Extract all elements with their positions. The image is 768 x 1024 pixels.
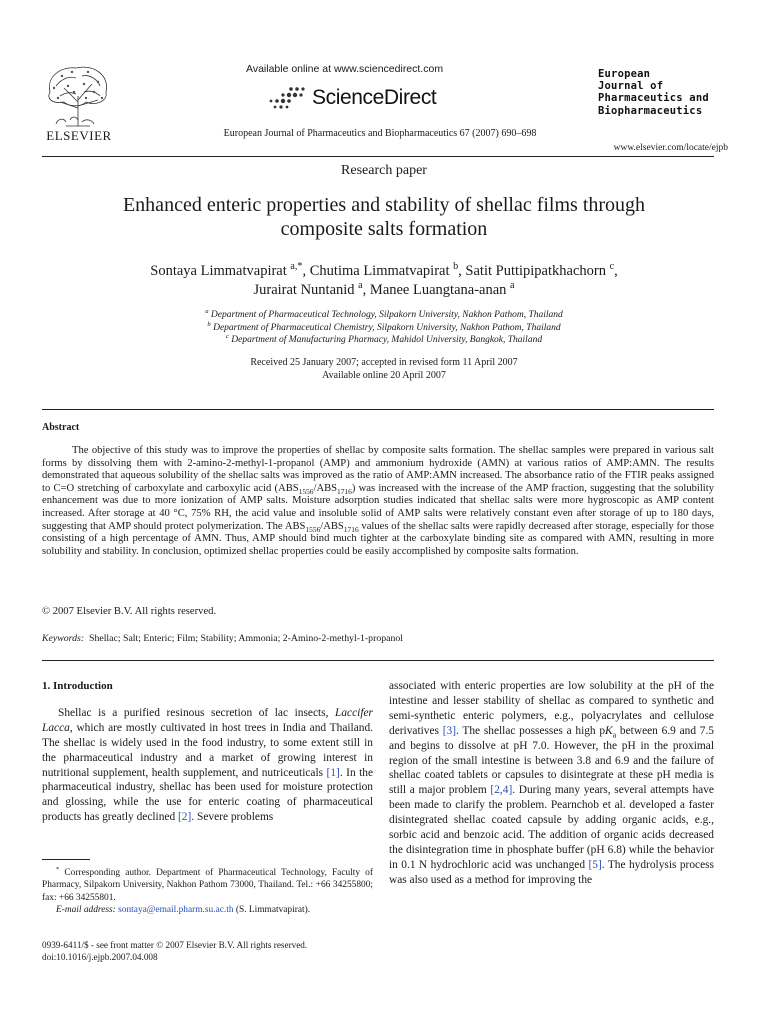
body-top-rule: [42, 660, 714, 661]
article-dates: [60, 357, 708, 382]
corresponding-author-footnote: * Corresponding author. Department of Pharmaceutical Technology, Faculty of Pharmacy, Silpakorn University, Nakhon Pathom 73000, Thailand. Tel.: +66 34255800; fax: +66 34255801. E-mail address: sontaya@email.pharm.su.ac.th (S. Limmatvapirat).: [42, 865, 373, 916]
footnote-rule: [42, 859, 90, 860]
journal-url[interactable]: www.elsevier.com/locate/ejpb: [613, 143, 728, 153]
reference-link[interactable]: [2]: [178, 811, 192, 824]
intro-paragraph: Shellac is a purified resinous secretion of lac insects, Laccifer Lacca, which are mostly cultivated in host trees in India and Thailand. The shellac is widely used in the food industry, to some extent still in the pharmaceutical industry and a market of growing interest in nutritional supplement, health supplement, and nutriceuticals [1]. In the pharmaceutical industry, shellac has been used for moisture protection and glossing, while the use for enteric coating of pharmaceutical products has greatly declined [2]. Severe problems: [42, 706, 374, 824]
left-column: [42, 679, 373, 825]
doi-line: doi:10.1016/j.ejpb.2007.04.008: [42, 952, 158, 963]
received-date: Received 25 January 2007; accepted in revised form 11 April 2007: [250, 357, 518, 368]
available-date: Available online 20 April 2007: [322, 369, 446, 381]
author-list: Sontaya Limmatvapirat $^{a,*}$, Chutima Limmatvapirat $^b$, Satit Puttipipatkhachorn $^c$, Jurairat Nuntanid $^a$, Manee Luangtana-anan $^a$: [150, 261, 618, 298]
elsevier-tree-logo: [42, 62, 114, 128]
abstract-text: The objective of this study was to improve the properties of shellac by composite salts formation. The shellac samples were prepared in various salt forms by dissolving them with 2-amino-2-methyl-1-propanol (AMP) and ammonium hydroxide (AMN) at various ratios of AMP:AMN. The results demonstrated that aqueous solubility of the shellac salts was improved as the ratio of AMP:AMN increased. The absorbance ratio of the FTIR peaks assigned to C=O stretching of carboxylate and carboxylic acid $(ABS_{1556}/ABS_{1716})$ was increased with the increase of the AMP fraction, suggesting that the solubility enhancement was due to more ionization of AMP salts. Moisture adsorption studies indicated that shellac salts were more hygroscopic as AMP content increased. After storage at 40 °C, 75% RH, the acid value and insoluble solid of AMP salts were relatively constant even after storage of up to 180 days, suggesting that AMP should protect polymerization. The $ABS_{1556}/ABS_{1716}$ values of the shellac salts were rapidly decreased after storage, especially for those consisting of a high percentage of AMN. Thus, AMP should bind much tighter at the carboxylate binding site as compared with AMN, resulting in more solubility and stability. In conclusion, optimized shellac properties could be easily accomplished by composite salts formation.: [42, 445, 714, 557]
affiliation: $^c$ Department of Manufacturing Pharmacy, Mahidol University, Bangkok, Thailand: [225, 333, 543, 346]
abstract-top-rule: [42, 409, 714, 410]
issn-doi: [42, 939, 307, 963]
journal-logo-line: Journal of: [598, 80, 664, 93]
reference-link[interactable]: [3]: [442, 724, 457, 737]
header-rule: [42, 156, 714, 157]
author-affil-mark: b: [453, 261, 459, 273]
paper-type: Research paper: [341, 163, 427, 178]
right-column: [389, 679, 714, 888]
abstract-copyright: © 2007 Elsevier B.V. All rights reserved.: [42, 606, 217, 617]
journal-logo: [598, 68, 728, 117]
sciencedirect-dots-icon: [265, 85, 309, 113]
reference-link[interactable]: [2,4]: [490, 784, 513, 797]
paper-title: Enhanced enteric properties and stability of shellac films through composite salts formation: [122, 194, 646, 240]
keywords: [42, 633, 403, 644]
journal-logo-line: European: [598, 68, 651, 80]
reference-link[interactable]: [5]: [588, 858, 602, 871]
keywords-list: Shellac; Salt; Enteric; Film; Stability; Ammonia; 2-Amino-2-methyl-1-propanol: [89, 633, 404, 644]
publisher-name: ELSEVIER: [46, 128, 112, 143]
journal-citation: European Journal of Pharmaceutics and Biopharmaceutics 67 (2007) 690–698: [223, 128, 537, 139]
issn-line: 0939-6411/$ - see front matter © 2007 Elsevier B.V. All rights reserved.: [42, 940, 308, 950]
available-online-text: Available online at www.sciencedirect.com: [246, 63, 444, 75]
author-name: Manee Luangtana-anan: [369, 282, 507, 298]
author-affil-mark: a: [510, 280, 515, 292]
intro-paragraph-continued: associated with enteric properties are low solubility at the pH of the intestine and lesser stability of shellac as compared to synthetic and semi-synthetic enteric polymers, e.g., polyacrylates and cellulose derivatives [3]. The shellac possesses a high $pK_a$ between 6.9 and 7.5 and begins to dissolve at pH 7.0. However, the pH in the proximal region of the small intestine is between 3.8 and 6.9 and the failure of shellac coated tablets or capsules to disintegrate at these pH media is still a major problem [2,4]. During many years, several attempts have been made to clarify the problem. Pearnchob et al. developed a faster disintegrated shellac coated capsule by adding organic acids, e.g., sorbic acid and benzoic acid. The addition of organic acids decreased the disintegration time in phosphate buffer (pH 6.8) while the behavior in 0.1 N hydrochloric acid was unchanged [5]. The hydrolysis process was also used as a method for improving the: [389, 680, 714, 886]
author-affil-mark: a: [358, 280, 363, 292]
affiliation: $^a$ Department of Pharmaceutical Technology, Silpakorn University, Nakhon Pathom, Thailand: [205, 307, 563, 320]
author-affil-mark: a,*: [290, 261, 303, 273]
author-affil-mark: c: [609, 261, 615, 273]
abstract-heading: Abstract: [42, 422, 80, 433]
section-heading: 1. Introduction: [42, 680, 113, 692]
author-email-link[interactable]: sontaya@email.pharm.su.ac.th: [118, 905, 234, 916]
author-name: Chutima Limmatvapirat: [309, 263, 450, 279]
author-name: Jurairat Nuntanid: [253, 282, 355, 298]
sciencedirect-logo-text: ScienceDirect: [312, 86, 437, 109]
affiliation: $^b$ Department of Pharmaceutical Chemistry, Silpakorn University, Nakhon Pathom, Thailand: [207, 320, 561, 333]
author-name: Satit Puttipipatkhachorn: [465, 263, 606, 279]
journal-logo-line: Pharmaceutics and: [598, 92, 709, 105]
reference-link[interactable]: [1]: [326, 766, 340, 779]
author-name: Sontaya Limmatvapirat: [150, 263, 287, 279]
keywords-label: Keywords:: [42, 633, 85, 644]
journal-logo-line: Biopharmaceutics: [598, 104, 703, 117]
affiliations: [60, 309, 708, 347]
